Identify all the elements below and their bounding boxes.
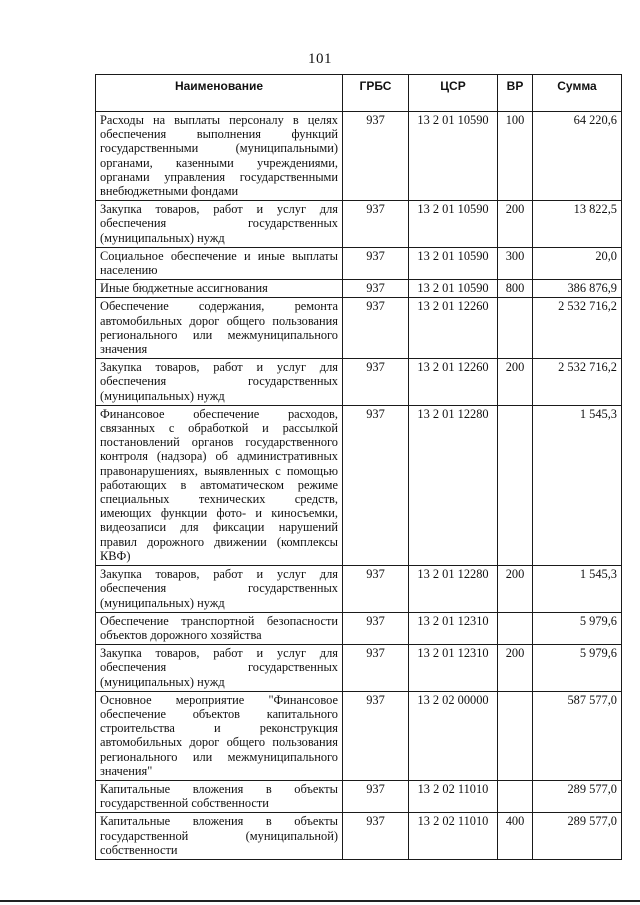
table-row <box>96 405 622 565</box>
table-row <box>96 780 622 812</box>
cell-name: Обеспечение содержания, ремонта автомобильных дорог общего пользования регионального или межмуниципального значения <box>96 298 343 359</box>
cell-grbs: 937 <box>343 813 409 860</box>
cell-name: Закупка товаров, работ и услуг для обеспечения государственных (муниципальных) нужд <box>96 201 343 248</box>
header-vr: ВР <box>498 75 533 112</box>
cell-sum: 289 577,0 <box>533 780 622 812</box>
table-row <box>96 612 622 644</box>
table-row <box>96 359 622 406</box>
table-row <box>96 280 622 298</box>
cell-vr: 800 <box>498 280 533 298</box>
cell-csr: 13 2 01 10590 <box>409 112 498 201</box>
cell-csr: 13 2 02 11010 <box>409 780 498 812</box>
cell-csr: 13 2 01 12280 <box>409 566 498 613</box>
cell-sum: 1 545,3 <box>533 566 622 613</box>
cell-name: Основное мероприятие "Финансовое обеспечение объектов капитального строительства и реконструкция автомобильных дорог общего пользования регионального или межмуниципального значения" <box>96 691 343 780</box>
cell-csr: 13 2 01 10590 <box>409 247 498 279</box>
cell-csr: 13 2 01 12310 <box>409 645 498 692</box>
cell-grbs: 937 <box>343 612 409 644</box>
cell-sum: 5 979,6 <box>533 645 622 692</box>
cell-grbs: 937 <box>343 201 409 248</box>
cell-name: Закупка товаров, работ и услуг для обеспечения государственных (муниципальных) нужд <box>96 566 343 613</box>
cell-sum: 386 876,9 <box>533 280 622 298</box>
cell-name: Социальное обеспечение и иные выплаты населению <box>96 247 343 279</box>
cell-name: Обеспечение транспортной безопасности объектов дорожного хозяйства <box>96 612 343 644</box>
header-sum: Сумма <box>533 75 622 112</box>
cell-name: Закупка товаров, работ и услуг для обеспечения государственных (муниципальных) нужд <box>96 359 343 406</box>
cell-grbs: 937 <box>343 645 409 692</box>
cell-name: Иные бюджетные ассигнования <box>96 280 343 298</box>
cell-vr: 400 <box>498 813 533 860</box>
cell-name: Капитальные вложения в объекты государственной собственности <box>96 780 343 812</box>
scan-edge-line <box>0 900 640 902</box>
cell-vr <box>498 691 533 780</box>
cell-sum: 20,0 <box>533 247 622 279</box>
cell-name: Закупка товаров, работ и услуг для обеспечения государственных (муниципальных) нужд <box>96 645 343 692</box>
cell-sum: 289 577,0 <box>533 813 622 860</box>
budget-table <box>95 74 622 860</box>
cell-csr: 13 2 01 10590 <box>409 201 498 248</box>
table-row <box>96 298 622 359</box>
table-row <box>96 112 622 201</box>
cell-vr <box>498 298 533 359</box>
header-name: Наименование <box>96 75 343 112</box>
header-csr: ЦСР <box>409 75 498 112</box>
cell-vr: 300 <box>498 247 533 279</box>
page-number: 101 <box>308 51 332 67</box>
cell-vr: 200 <box>498 359 533 406</box>
cell-csr: 13 2 01 12260 <box>409 298 498 359</box>
cell-name: Расходы на выплаты персоналу в целях обеспечения выполнения функций государственными (муниципальными) органами, казенными учреждениями, органами управления государственными внебюджетными фондами <box>96 112 343 201</box>
cell-grbs: 937 <box>343 780 409 812</box>
cell-vr: 200 <box>498 566 533 613</box>
cell-sum: 64 220,6 <box>533 112 622 201</box>
header-grbs: ГРБС <box>343 75 409 112</box>
cell-vr <box>498 780 533 812</box>
table-row <box>96 201 622 248</box>
table-row <box>96 247 622 279</box>
cell-grbs: 937 <box>343 691 409 780</box>
cell-csr: 13 2 01 12280 <box>409 405 498 565</box>
cell-csr: 13 2 01 10590 <box>409 280 498 298</box>
table-row <box>96 645 622 692</box>
table-body <box>96 112 622 860</box>
table-row <box>96 566 622 613</box>
cell-sum: 1 545,3 <box>533 405 622 565</box>
table-row <box>96 691 622 780</box>
cell-sum: 2 532 716,2 <box>533 298 622 359</box>
cell-grbs: 937 <box>343 298 409 359</box>
cell-vr <box>498 405 533 565</box>
cell-csr: 13 2 02 00000 <box>409 691 498 780</box>
cell-csr: 13 2 02 11010 <box>409 813 498 860</box>
cell-csr: 13 2 01 12260 <box>409 359 498 406</box>
cell-sum: 587 577,0 <box>533 691 622 780</box>
cell-vr <box>498 612 533 644</box>
cell-sum: 5 979,6 <box>533 612 622 644</box>
cell-vr: 100 <box>498 112 533 201</box>
cell-grbs: 937 <box>343 405 409 565</box>
cell-sum: 13 822,5 <box>533 201 622 248</box>
cell-grbs: 937 <box>343 247 409 279</box>
cell-sum: 2 532 716,2 <box>533 359 622 406</box>
cell-grbs: 937 <box>343 359 409 406</box>
cell-grbs: 937 <box>343 112 409 201</box>
cell-vr: 200 <box>498 201 533 248</box>
cell-name: Финансовое обеспечение расходов, связанных с обработкой и рассылкой постановлений органов государственного контроля (надзора) об административных правонарушениях, выявленных с помощью работающих в автоматическом режиме специальных технических средств, имеющих функции фото- и киносъемки, видеозаписи для фиксации нарушений правил дорожного движении (комплексы КВФ) <box>96 405 343 565</box>
cell-grbs: 937 <box>343 566 409 613</box>
cell-name: Капитальные вложения в объекты государственной (муниципальной) собственности <box>96 813 343 860</box>
table-header-row <box>96 75 622 112</box>
cell-vr: 200 <box>498 645 533 692</box>
table-row <box>96 813 622 860</box>
cell-grbs: 937 <box>343 280 409 298</box>
cell-csr: 13 2 01 12310 <box>409 612 498 644</box>
